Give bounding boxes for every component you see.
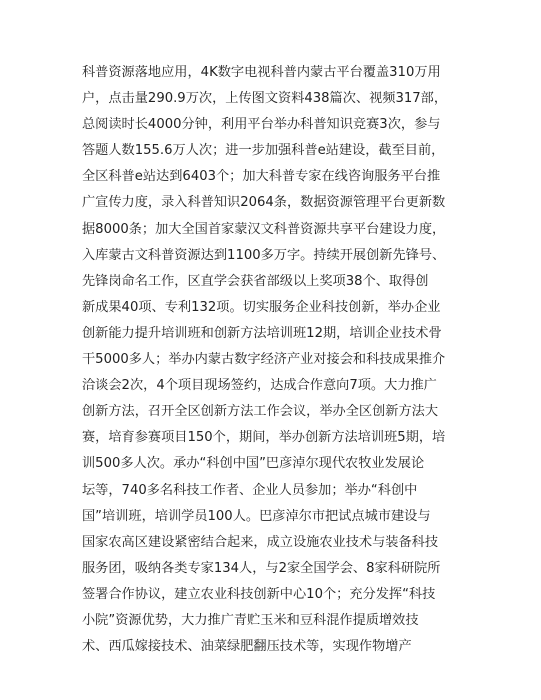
text-line: 创新方法，召开全区创新方法工作会议，举办全区创新方法大 [82, 404, 439, 420]
text-line: 赛，培育参赛项目150个，期间，举办创新方法培训班5期，培 [82, 430, 446, 446]
text-line: 创新能力提升培训班和创新方法培训班12期，培训企业技术骨 [82, 325, 442, 341]
text-line: 洽谈会2次，4个项目现场签约，达成合作意向7项。大力推广 [82, 378, 437, 394]
text-line: 干5000多人；举办内蒙古数字经济产业对接会和科技成果推介 [82, 352, 446, 368]
text-line: 广宣传力度，录入科普知识2064条，数据资源管理平台更新数 [82, 195, 446, 211]
text-line: 据8000条；加大全国首家蒙汉文科普资源共享平台建设力度， [82, 221, 446, 237]
text-line: 国”培训班，培训学员100人。巴彦淖尔市把试点城市建设与 [82, 508, 431, 524]
text-line: 全区科普e站达到6403个；加大科普专家在线咨询服务平台推 [82, 169, 441, 185]
text-line: 户，点击量290.9万次，上传图文资料438篇次、视频317部， [82, 91, 448, 107]
text-line: 服务团，吸纳各类专家134人，与2家全国学会、8家科研院所 [82, 560, 441, 576]
body-paragraph [82, 60, 462, 660]
text-line: 入库蒙古文科普资源达到1100多万字。持续开展创新先锋号、 [82, 247, 446, 263]
text-line: 总阅读时长4000分钟，利用平台举办科普知识竞赛3次，参与 [82, 117, 441, 133]
text-line: 科普资源落地应用，4K数字电视科普内蒙古平台覆盖310万用 [82, 65, 441, 80]
text-line: 国家农高区建设紧密结合起来，成立设施农业技术与装备科技 [82, 534, 439, 550]
text-line: 先锋岗命名工作，区直学会获省部级以上奖项38个、取得创 [82, 273, 429, 289]
text-line: 坛等，740多名科技工作者、企业人员参加；举办“科创中 [82, 482, 418, 498]
text-line: 签署合作协议，建立农业科技创新中心10个；充分发挥“科技 [82, 586, 436, 602]
text-line: 小院”资源优势，大力推广青贮玉米和豆科混作提质增效技 [82, 612, 419, 628]
text-line: 新成果40项、专利132项。切实服务企业科技创新，举办企业 [82, 299, 441, 315]
text-line: 训500多人次。承办“科创中国”巴彦淖尔现代农牧业发展论 [82, 456, 425, 472]
text-line: 术、西瓜嫁接技术、油菜绿肥翻压技术等，实现作物增产 [82, 639, 412, 655]
text-line: 答题人数155.6万人次；进一步加强科普e站建设，截至目前， [82, 143, 445, 159]
